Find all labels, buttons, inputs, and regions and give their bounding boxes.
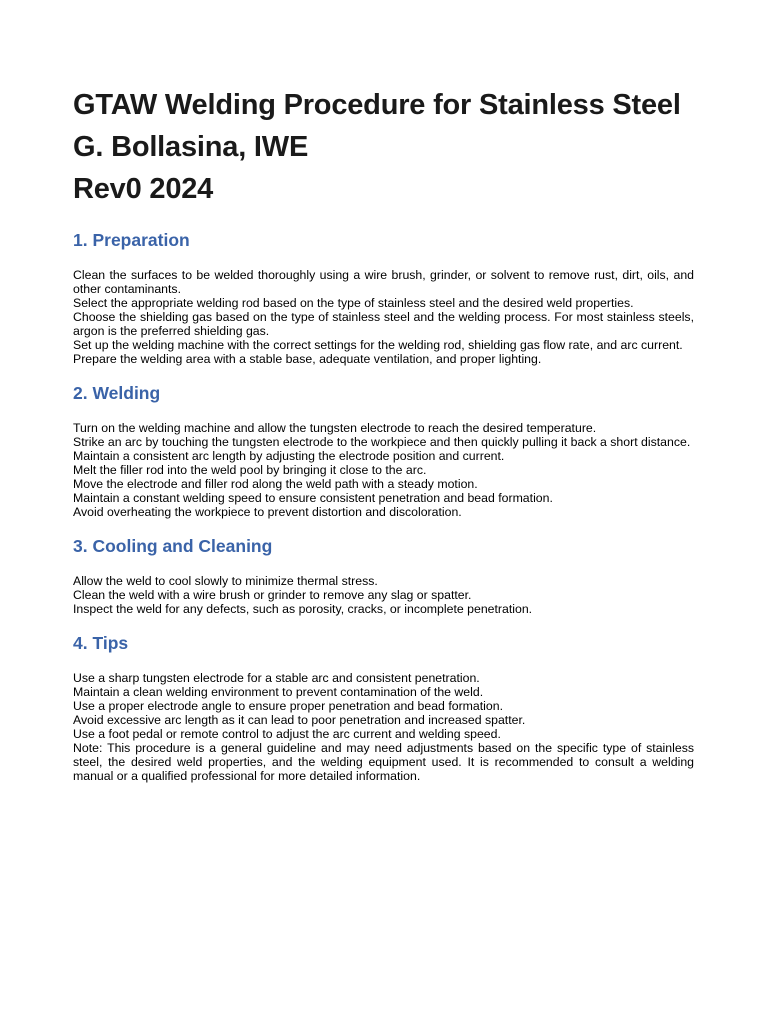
paragraph: Prepare the welding area with a stable base, adequate ventilation, and proper lighting.: [73, 352, 542, 366]
paragraph: Maintain a consistent arc length by adjusting the electrode position and current.: [73, 449, 505, 463]
note-paragraph: Note: This procedure is a general guideline and may need adjustments based on the specific type of stainless steel, the desired weld properties, and the welding equipment used. It is recommended to consult a welding manual or a qualified professional for more detailed information.: [73, 741, 694, 783]
paragraph: Set up the welding machine with the correct settings for the welding rod, shielding gas flow rate, and arc current.: [73, 338, 683, 352]
title-line-revision: Rev0 2024: [73, 173, 214, 205]
title-line-author: G. Bollasina, IWE: [73, 131, 309, 163]
paragraph: Use a proper electrode angle to ensure proper penetration and bead formation.: [73, 699, 503, 713]
paragraph: Move the electrode and filler rod along the weld path with a steady motion.: [73, 477, 478, 491]
section-heading-cooling-cleaning: 3. Cooling and Cleaning: [73, 536, 273, 556]
section-body-welding: [73, 421, 694, 519]
section-heading-tips: 4. Tips: [73, 633, 129, 653]
document-title: [73, 84, 694, 210]
section-preparation: [73, 228, 694, 366]
document-page: [73, 84, 694, 783]
paragraph: Use a foot pedal or remote control to adjust the arc current and welding speed.: [73, 727, 501, 741]
paragraph: Turn on the welding machine and allow the tungsten electrode to reach the desired temperature.: [73, 421, 597, 435]
section-tips: [73, 631, 694, 783]
title-line-name: GTAW Welding Procedure for Stainless Steel: [73, 89, 681, 121]
section-heading-preparation: 1. Preparation: [73, 230, 190, 250]
paragraph: Melt the filler rod into the weld pool by bringing it close to the arc.: [73, 463, 427, 477]
paragraph: Choose the shielding gas based on the type of stainless steel and the welding process. For most stainless steels, argon is the preferred shielding gas.: [73, 310, 694, 338]
section-body-cooling-cleaning: [73, 574, 694, 616]
paragraph: Maintain a constant welding speed to ensure consistent penetration and bead formation.: [73, 491, 553, 505]
paragraph: Avoid excessive arc length as it can lead to poor penetration and increased spatter.: [73, 713, 526, 727]
paragraph: Select the appropriate welding rod based on the type of stainless steel and the desired weld properties.: [73, 296, 634, 310]
section-cooling-cleaning: [73, 534, 694, 616]
paragraph: Use a sharp tungsten electrode for a stable arc and consistent penetration.: [73, 671, 480, 685]
section-body-tips: [73, 671, 694, 783]
paragraph: Avoid overheating the workpiece to prevent distortion and discoloration.: [73, 505, 462, 519]
section-heading-welding: 2. Welding: [73, 383, 161, 403]
section-body-preparation: [73, 268, 694, 366]
paragraph: Allow the weld to cool slowly to minimize thermal stress.: [73, 574, 378, 588]
paragraph: Inspect the weld for any defects, such as porosity, cracks, or incomplete penetration.: [73, 602, 533, 616]
section-welding: [73, 381, 694, 519]
paragraph: Maintain a clean welding environment to prevent contamination of the weld.: [73, 685, 484, 699]
paragraph: Clean the surfaces to be welded thoroughly using a wire brush, grinder, or solvent to remove rust, dirt, oils, and other contaminants.: [73, 268, 694, 296]
paragraph: Clean the weld with a wire brush or grinder to remove any slag or spatter.: [73, 588, 472, 602]
paragraph: Strike an arc by touching the tungsten electrode to the workpiece and then quickly pulling it back a short distance.: [73, 435, 691, 449]
